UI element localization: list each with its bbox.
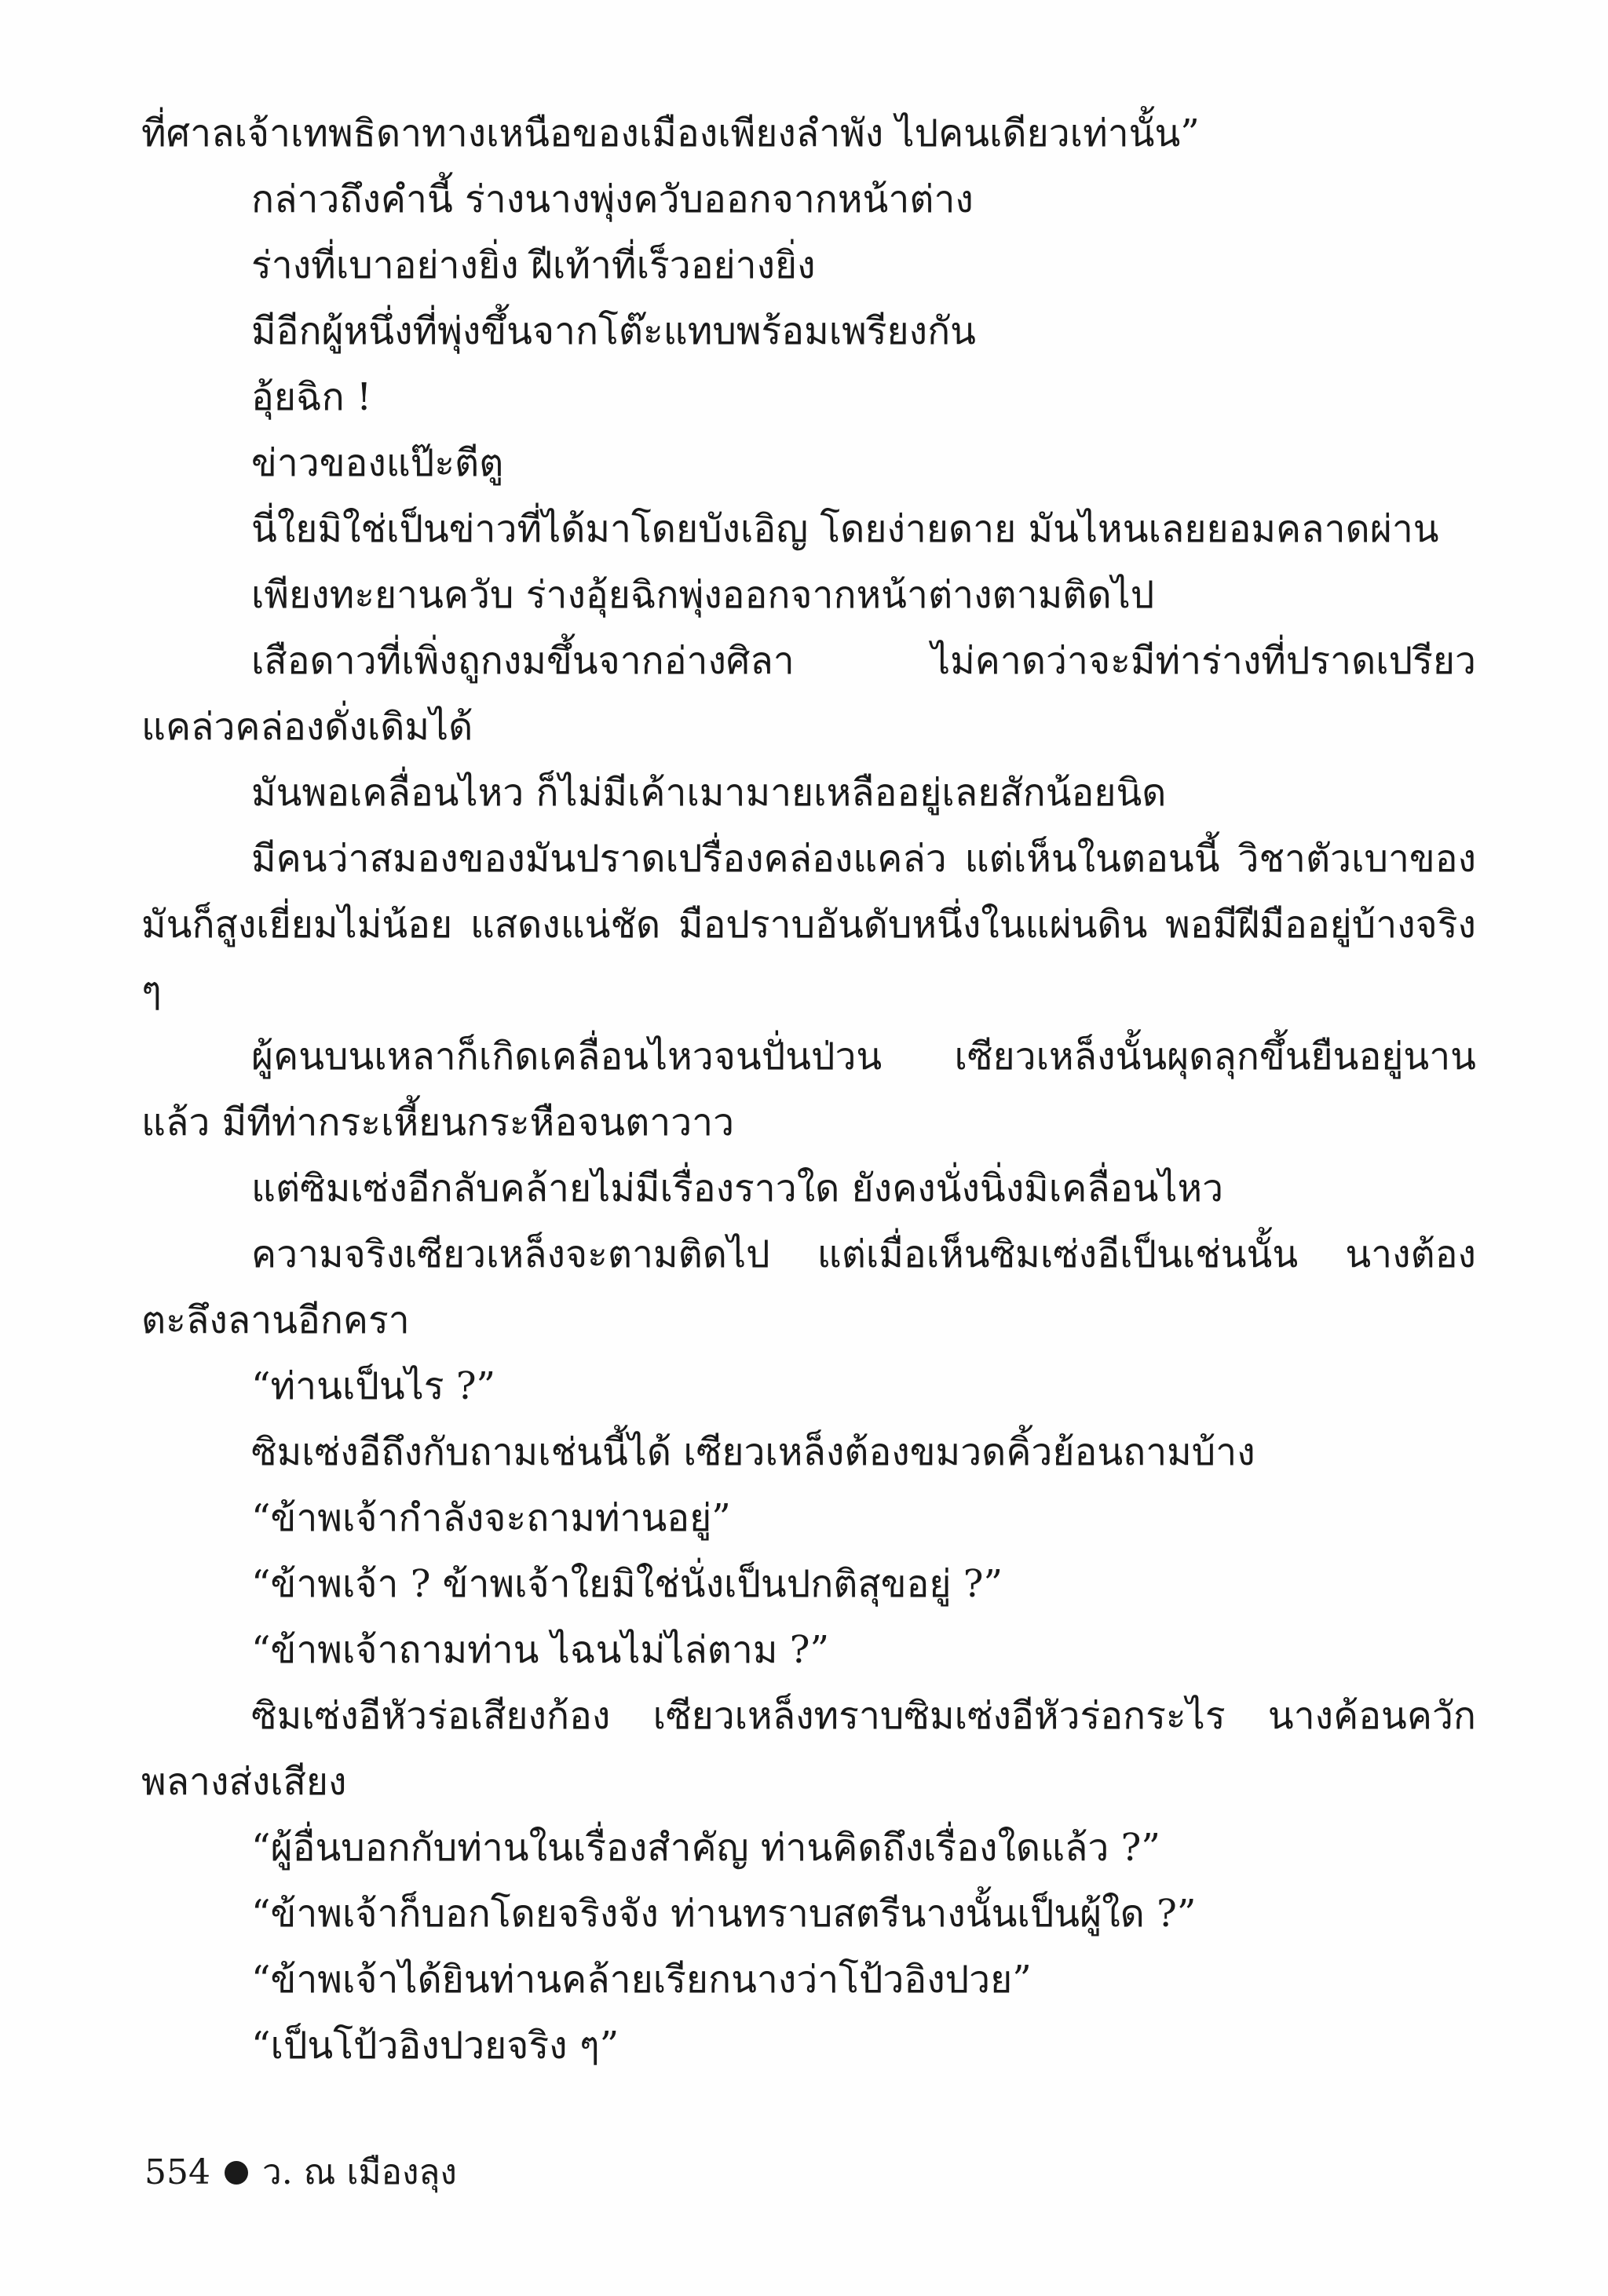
paragraph: มีอีกผู้หนึ่งที่พุ่งขึ้นจากโต๊ะแทบพร้อมเพรียงกัน	[251, 309, 976, 353]
paragraph: “เป็นโป้วอิงปวยจริง ๆ”	[251, 2024, 619, 2068]
bullet-separator	[225, 2161, 248, 2185]
author-name: ว. ณ เมืองลุง	[261, 2152, 457, 2192]
paragraph: “ข้าพเจ้าได้ยินท่านคล้ายเรียกนางว่าโป้วอิงปวย”	[251, 1958, 1032, 2002]
body-text	[141, 100, 1476, 2079]
paragraph: นี่ใยมิใช่เป็นข่าวที่ได้มาโดยบังเอิญ โดยง่ายดาย มันไหนเลยยอมคลาดผ่าน	[251, 507, 1439, 551]
paragraph: ร่างที่เบาอย่างยิ่ง ฝีเท้าที่เร็วอย่างยิ่ง	[251, 243, 816, 287]
paragraph: มันพอเคลื่อนไหว ก็ไม่มีเค้าเมามายเหลืออยู่เลยสักน้อยนิด	[251, 771, 1167, 815]
paragraph: เสือดาวที่เพิ่งถูกงมขึ้นจากอ่างศิลา ไม่คาดว่าจะมีท่าร่างที่ปราดเปรียวแคล่วคล่องดั่งเดิมได้	[141, 639, 1476, 749]
paragraph: ซิมเซ่งอีหัวร่อเสียงก้อง เซียวเหล็งทราบซิมเซ่งอีหัวร่อกระไร นางค้อนควักพลางส่งเสียง	[141, 1694, 1476, 1804]
page-footer	[144, 2149, 457, 2196]
paragraph: ผู้คนบนเหลาก็เกิดเคลื่อนไหวจนปั่นป่วน เซียวเหล็งนั้นผุดลุกขึ้นยืนอยู่นานแล้ว มีทีท่ากระเหี้ยนกระหือจนตาวาว	[141, 1035, 1476, 1144]
paragraph: มีคนว่าสมองของมันปราดเปรื่องคล่องแคล่ว แต่เห็นในตอนนี้ วิชาตัวเบาของมันก็สูงเยี่ยมไม่น้อย แสดงแน่ชัด มือปราบอันดับหนึ่งในแผ่นดิน พอมีฝีมืออยู่บ้างจริง ๆ	[141, 837, 1476, 1013]
paragraph: “ข้าพเจ้าก็บอกโดยจริงจัง ท่านทราบสตรีนางนั้นเป็นผู้ใด ?”	[251, 1892, 1197, 1936]
paragraph: เพียงทะยานควับ ร่างอุ้ยฉิกพุ่งออกจากหน้าต่างตามติดไป	[251, 573, 1155, 617]
page-number: 554	[144, 2152, 210, 2192]
paragraph: อุ้ยฉิก !	[251, 375, 372, 419]
paragraph: “ผู้อื่นบอกกับท่านในเรื่องสำคัญ ท่านคิดถึงเรื่องใดแล้ว ?”	[251, 1826, 1160, 1870]
paragraph: กล่าวถึงคำนี้ ร่างนางพุ่งควับออกจากหน้าต่าง	[251, 177, 974, 221]
paragraph: “ข้าพเจ้ากำลังจะถามท่านอยู่”	[251, 1496, 731, 1540]
paragraph: ที่ศาลเจ้าเทพธิดาทางเหนือของเมืองเพียงลำพัง ไปคนเดียวเท่านั้น”	[141, 111, 1200, 155]
paragraph: “ข้าพเจ้าถามท่าน ไฉนไม่ไล่ตาม ?”	[251, 1628, 830, 1672]
paragraph: ซิมเซ่งอีถึงกับถามเช่นนี้ได้ เซียวเหล็งต้องขมวดคิ้วย้อนถามบ้าง	[251, 1430, 1255, 1474]
paragraph: “ข้าพเจ้า ? ข้าพเจ้าใยมิใช่นั่งเป็นปกติสุขอยู่ ?”	[251, 1562, 1003, 1606]
paragraph: ความจริงเซียวเหล็งจะตามติดไป แต่เมื่อเห็นซิมเซ่งอีเป็นเช่นนั้น นางต้องตะลึงลานอีกครา	[141, 1232, 1476, 1342]
paragraph: ข่าวของแป๊ะตีตู	[251, 441, 504, 485]
paragraph: แต่ซิมเซ่งอีกลับคล้ายไม่มีเรื่องราวใด ยังคงนั่งนิ่งมิเคลื่อนไหว	[251, 1166, 1224, 1210]
paragraph: “ท่านเป็นไร ?”	[251, 1364, 496, 1408]
